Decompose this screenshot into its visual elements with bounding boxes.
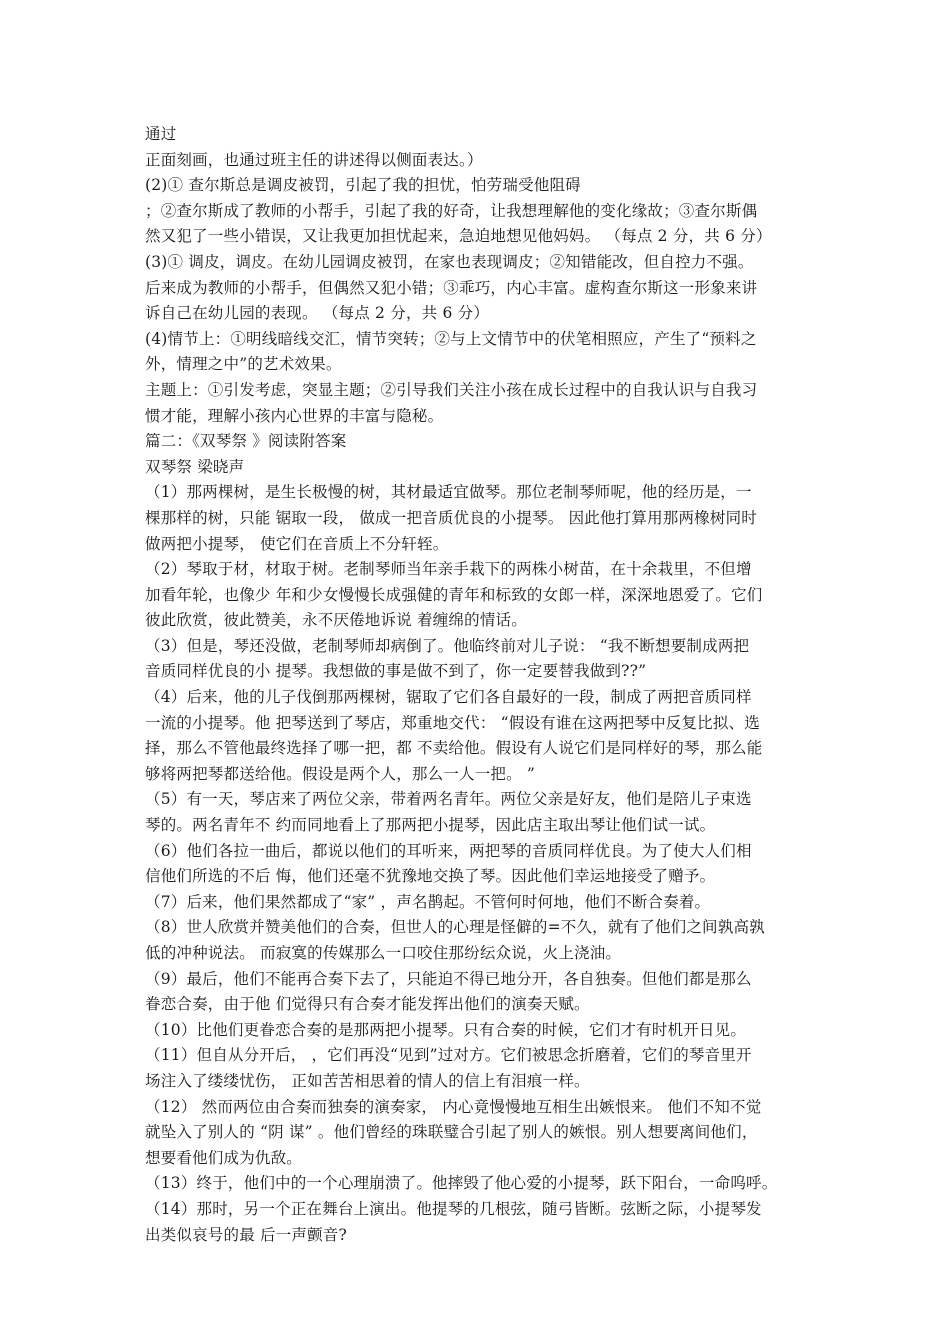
text-line: （14）那时，另一个正在舞台上演出。他提琴的几根弦，随弓皆断。弦断之际，小提琴发 — [145, 1199, 762, 1218]
text-line: 琴的。两名青年不 约而同地看上了那两把小提琴，因此店主取出琴让他们试一试。 — [145, 816, 716, 835]
text-line: （13）终于，他们中的一个心理崩溃了。他摔毁了他心爱的小提琴，跃下阳台，一命呜呼。 — [145, 1174, 778, 1193]
text-line: 然又犯了一些小错误，又让我更加担忧起来，急迫地想见他妈妈。 （每点 2 分，共 6 分） — [145, 227, 772, 246]
text-line: 信他们所选的不后 悔，他们还毫不犹豫地交换了琴。因此他们幸运地接受了赠予。 — [145, 867, 716, 886]
text-line: 一流的小提琴。他 把琴送到了琴店，郑重地交代： “假设有谁在这两把琴中反复比拟、选 — [145, 713, 760, 732]
text-line: (3)① 调皮，调皮。在幼儿园调皮被罚，在家也表现调皮；②知错能改，但自控力不强。 — [145, 252, 754, 271]
text-line: 双琴祭 梁晓声 — [145, 457, 245, 476]
text-line: （12） 然而两位由合奏而独奏的演奏家， 内心竟慢慢地互相生出嫉恨来。 他们不知不觉 — [145, 1097, 762, 1116]
text-line: （11）但自从分开后， ，它们再没“见到”过对方。它们被思念折磨着，它们的琴音里开 — [145, 1046, 752, 1065]
text-line: （8）世人欣赏并赞美他们的合奏，但世人的心理是怪僻的=不久，就有了他们之间孰高孰 — [145, 918, 765, 937]
text-line: 棵那样的树，只能 锯取一段， 做成一把音质优良的小提琴。 因此他打算用那两橡树同时 — [145, 508, 757, 527]
text-line: 就坠入了别人的 “阴 谋” 。他们曾经的珠联璧合引起了别人的嫉恨。别人想要离间他们， — [145, 1123, 758, 1142]
text-line: （3）但是，琴还没做，老制琴师却病倒了。他临终前对儿子说： “我不断想要制成两把 — [145, 636, 750, 655]
text-line: ；②查尔斯成了教师的小帮手，引起了我的好奇，让我想理解他的变化缘故；③查尔斯偶 — [145, 201, 758, 220]
text-line: 主题上：①引发考虑，突显主题；②引导我们关注小孩在成长过程中的自我认识与自我习 — [145, 380, 758, 399]
text-line: (2)① 查尔斯总是调皮被罚，引起了我的担忧，怕劳瑞受他阻碍 — [145, 176, 581, 195]
text-line: 加看年轮，也像少 年和少女慢慢长成强健的青年和标致的女郎一样，深深地恩爱了。它们 — [145, 585, 763, 604]
text-line: 外，情理之中”的艺术效果。 — [145, 355, 342, 374]
text-line: 通过 — [145, 125, 177, 143]
text-line: （1）那两棵树，是生长极慢的树，其材最适宜做琴。那位老制琴师呢，他的经历是，一 — [145, 483, 752, 502]
text-line: 诉自己在幼儿园的表现。 （每点 2 分，共 6 分） — [145, 304, 490, 323]
text-line: 想要看他们成为仇敌。 — [145, 1148, 303, 1167]
document-page — [145, 122, 817, 1248]
text-line: 做两把小提琴， 使它们在音质上不分轩轾。 — [145, 534, 449, 553]
text-line: 惯才能，理解小孩内心世界的丰富与隐秘。 — [145, 406, 444, 425]
text-line: （9）最后，他们不能再合奏下去了，只能迫不得已地分开，各自独奏。但他们都是那么 — [145, 969, 752, 988]
text-line: （4）后来，他的儿子伐倒那两棵树，锯取了它们各自最好的一段，制成了两把音质同样 — [145, 688, 752, 707]
text-line: 音质同样优良的小 提琴。我想做的事是做不到了，你一定要替我做到??” — [145, 662, 647, 681]
text-line: （10）比他们更眷恋合奏的是那两把小提琴。只有合奏的时候，它们才有时机开日见。 — [145, 1020, 747, 1039]
text-line: 低的冲种说法。 而寂寞的传媒那么一口咬住那纷纭众说，火上浇油。 — [145, 944, 622, 962]
text-line: （2）琴取于材，材取于树。老制琴师当年亲手栽下的两株小树苗，在十余栽里，不但增 — [145, 560, 752, 579]
text-line: 眷恋合奏，由于他 们觉得只有合奏才能发挥出他们的演奏天赋。 — [145, 995, 590, 1014]
text-line: 择，那么不管他最终选择了哪一把，都 不卖给他。假设有人说它们是同样好的琴，那么能 — [145, 739, 763, 758]
text-line: 出类似哀号的最 后一声颤音? — [145, 1225, 348, 1244]
text-line: 篇二：《双琴祭 》阅读附答案 — [145, 432, 347, 451]
text-line: 够将两把琴都送给他。假设是两个人，那么一人一把。 ” — [145, 764, 536, 783]
text-line: （5）有一天，琴店来了两位父亲，带着两名青年。两位父亲是好友，他们是陪儿子束选 — [145, 790, 752, 809]
text-line: 场注入了缕缕忧伤， 正如苦苦相思着的情人的信上有泪痕一样。 — [145, 1071, 590, 1090]
text-line: (4)情节上：①明线暗线交汇，情节突转；②与上文情节中的伏笔相照应，产生了“预料之 — [145, 329, 757, 348]
text-line: 彼此欣赏，彼此赞美，永不厌倦地诉说 着缠绵的情话。 — [145, 611, 527, 630]
text-line: 正面刻画，也通过班主任的讲述得以侧面表达。） — [145, 150, 483, 169]
text-line: （6）他们各拉一曲后，都说以他们的耳听来，两把琴的音质同样优良。为了使大人们相 — [145, 841, 752, 860]
text-line: （7）后来，他们果然都成了“家” ，声名鹊起。不管何时何地，他们不断合奏着。 — [145, 892, 711, 911]
text-line: 后来成为教师的小帮手，但偶然又犯小错；③乖巧，内心丰富。虚构查尔斯这一形象来讲 — [145, 278, 758, 297]
